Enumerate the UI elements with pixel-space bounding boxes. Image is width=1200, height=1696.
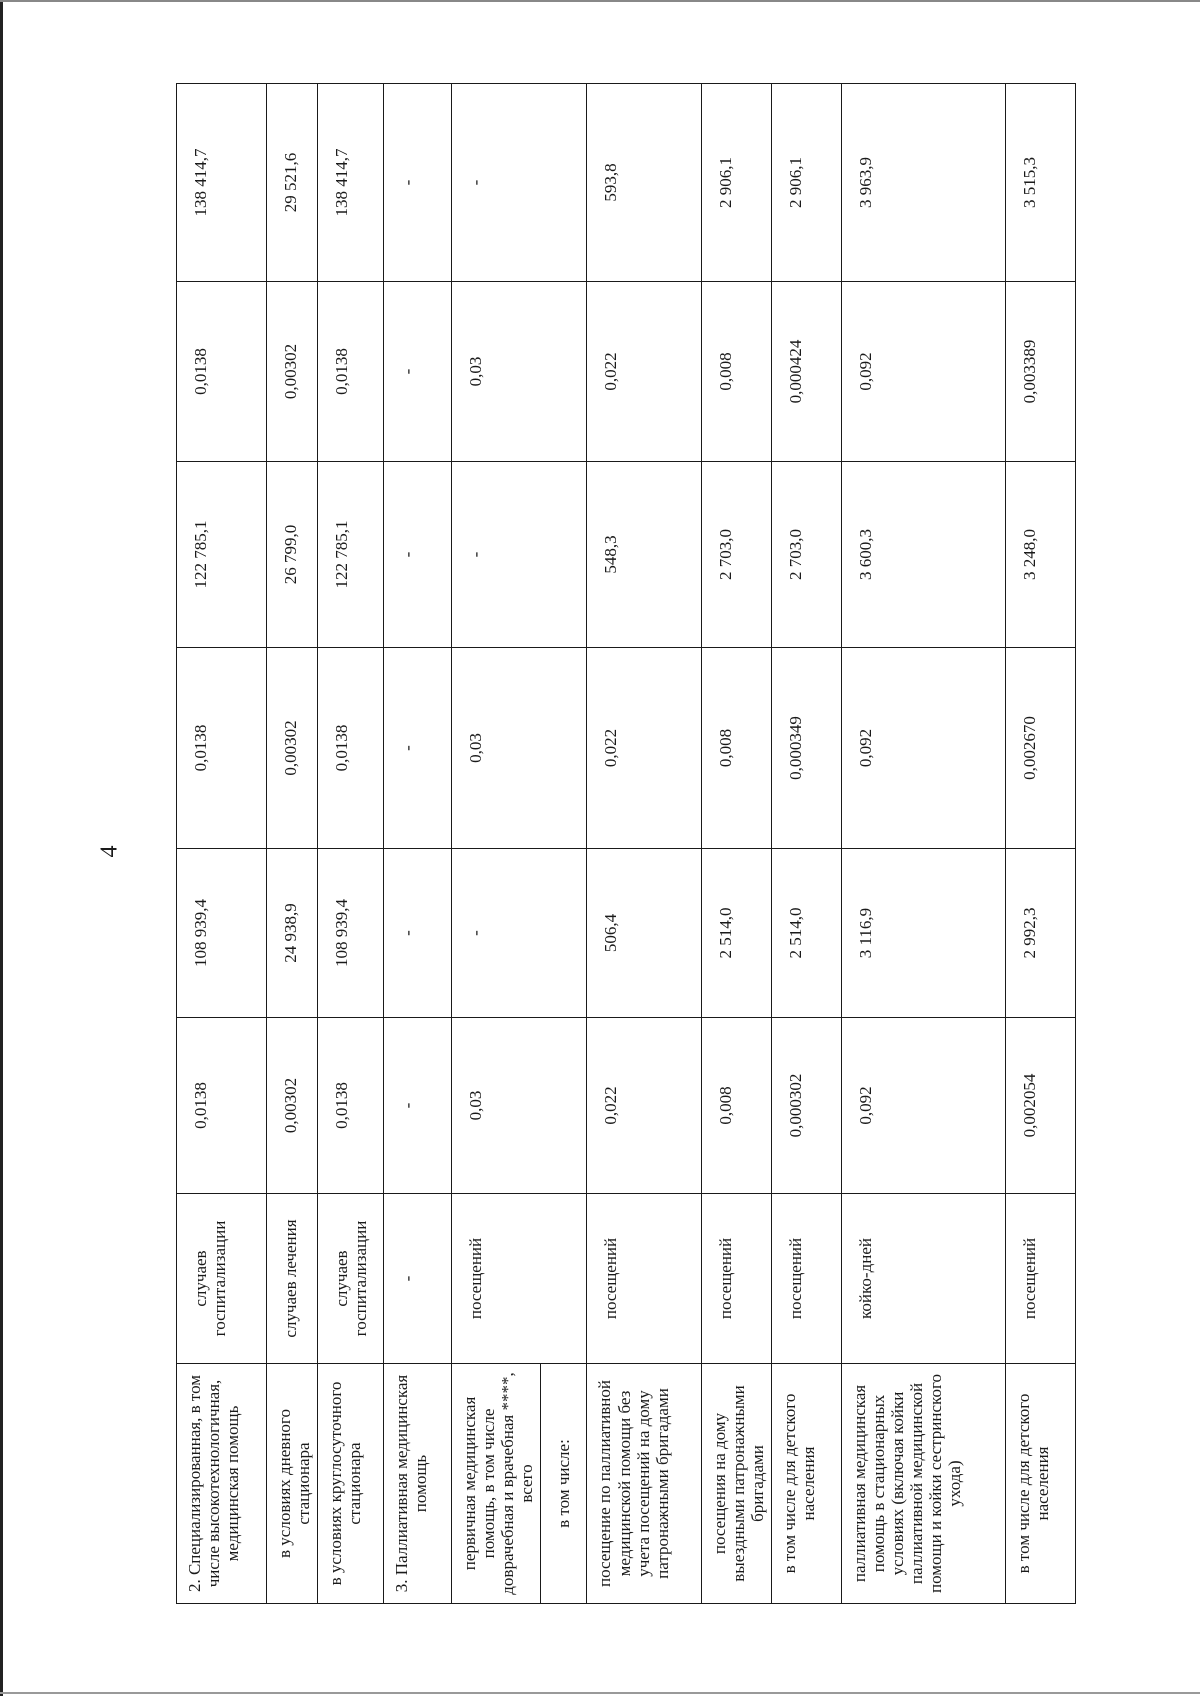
unit-cell: посещений	[452, 1194, 587, 1364]
unit-cell: посещений	[701, 1194, 771, 1364]
value-cell: 0,0138	[177, 648, 267, 849]
unit-cell: посещений	[1005, 1194, 1075, 1364]
value-cell: 2 906,1	[701, 84, 771, 282]
value-cell: -	[384, 1018, 452, 1194]
unit-cell: койко-дней	[841, 1194, 1005, 1364]
table-row	[318, 84, 384, 1604]
row-label: в том числе для детского населения	[771, 1364, 841, 1604]
value-cell: 0,000349	[771, 648, 841, 849]
value-cell: 0,03	[452, 282, 587, 462]
table-row	[587, 84, 701, 1604]
rotated-table-area	[176, 84, 1076, 1604]
scan-bottom-edge	[0, 1692, 1200, 1694]
value-cell: 2 703,0	[771, 462, 841, 648]
value-cell: 108 939,4	[177, 849, 267, 1018]
unit-cell: случаев госпитализации	[177, 1194, 267, 1364]
value-cell: 0,00302	[267, 648, 318, 849]
value-cell: 138 414,7	[177, 84, 267, 282]
value-cell: 0,03	[452, 648, 587, 849]
value-cell: -	[452, 849, 587, 1018]
value-cell: 3 248,0	[1005, 462, 1075, 648]
value-cell: 548,3	[587, 462, 701, 648]
value-cell: 0,0138	[177, 1018, 267, 1194]
value-cell: 0,008	[701, 282, 771, 462]
value-cell: 0,092	[841, 648, 1005, 849]
value-cell: 0,008	[701, 648, 771, 849]
table-row	[1005, 84, 1075, 1604]
table-row	[177, 84, 267, 1604]
unit-cell: -	[384, 1194, 452, 1364]
unit-cell: посещений	[587, 1194, 701, 1364]
value-cell: 2 703,0	[701, 462, 771, 648]
value-cell: 0,000424	[771, 282, 841, 462]
value-cell: 122 785,1	[177, 462, 267, 648]
value-cell: -	[452, 462, 587, 648]
value-cell: -	[384, 84, 452, 282]
unit-cell: случаев лечения	[267, 1194, 318, 1364]
scan-top-edge	[0, 0, 1200, 2]
value-cell: 0,0138	[318, 282, 384, 462]
value-cell: 29 521,6	[267, 84, 318, 282]
value-cell: 3 116,9	[841, 849, 1005, 1018]
value-cell: 0,03	[452, 1018, 587, 1194]
value-cell: -	[384, 462, 452, 648]
value-cell: 2 992,3	[1005, 849, 1075, 1018]
value-cell: 24 938,9	[267, 849, 318, 1018]
table-row	[841, 84, 1005, 1604]
page-number: 4	[96, 845, 123, 858]
value-cell: 0,092	[841, 1018, 1005, 1194]
row-label: в условиях дневного стационара	[267, 1364, 318, 1604]
value-cell: 0,002054	[1005, 1018, 1075, 1194]
value-cell: 593,8	[587, 84, 701, 282]
row-label: паллиативная медицинская помощь в стационарных условиях (включая койки паллиативной медицинской помощи и койки сестринского ухода)	[841, 1364, 1005, 1604]
value-cell: 0,008	[701, 1018, 771, 1194]
value-cell: 3 600,3	[841, 462, 1005, 648]
row-label: первичная медицинская помощь, в том числе доврачебная и врачебная ****, всего	[452, 1364, 541, 1604]
value-cell: 0,0138	[318, 1018, 384, 1194]
table-row	[384, 84, 452, 1604]
value-cell: 108 939,4	[318, 849, 384, 1018]
value-cell: -	[384, 282, 452, 462]
value-cell: 2 906,1	[771, 84, 841, 282]
value-cell: 0,003389	[1005, 282, 1075, 462]
unit-cell: случаев госпитализации	[318, 1194, 384, 1364]
value-cell: 3 515,3	[1005, 84, 1075, 282]
table-row	[452, 84, 541, 1604]
row-label: 3. Паллиативная медицинская помощь	[384, 1364, 452, 1604]
row-label: в условиях круглосуточного стационара	[318, 1364, 384, 1604]
unit-cell: посещений	[771, 1194, 841, 1364]
value-cell: 0,000302	[771, 1018, 841, 1194]
financing-norms-table	[176, 83, 1076, 1604]
value-cell: 0,002670	[1005, 648, 1075, 849]
value-cell: 2 514,0	[701, 849, 771, 1018]
value-cell: 3 963,9	[841, 84, 1005, 282]
table-row	[701, 84, 771, 1604]
row-label: в том числе для детского населения	[1005, 1364, 1075, 1604]
table-row	[267, 84, 318, 1604]
table-wrapper	[176, 84, 1076, 1604]
value-cell: -	[384, 648, 452, 849]
value-cell: 0,0138	[177, 282, 267, 462]
value-cell: 0,00302	[267, 282, 318, 462]
scan-left-edge	[0, 0, 3, 1696]
value-cell: 2 514,0	[771, 849, 841, 1018]
value-cell: 506,4	[587, 849, 701, 1018]
value-cell: 0,022	[587, 282, 701, 462]
value-cell: 122 785,1	[318, 462, 384, 648]
row-sublabel: в том числе:	[541, 1364, 587, 1604]
value-cell: 138 414,7	[318, 84, 384, 282]
value-cell: 0,0138	[318, 648, 384, 849]
value-cell: 0,022	[587, 648, 701, 849]
row-label: посещения на дому выездными патронажными бригадами	[701, 1364, 771, 1604]
row-label: 2. Специализированная, в том числе высокотехнологичная, медицинская помощь	[177, 1364, 267, 1604]
value-cell: 26 799,0	[267, 462, 318, 648]
value-cell: -	[384, 849, 452, 1018]
value-cell: 0,022	[587, 1018, 701, 1194]
table-row	[771, 84, 841, 1604]
value-cell: 0,00302	[267, 1018, 318, 1194]
row-label: посещение по паллиативной медицинской помощи без учета посещений на дому патронажными бригадами	[587, 1364, 701, 1604]
value-cell: -	[452, 84, 587, 282]
value-cell: 0,092	[841, 282, 1005, 462]
